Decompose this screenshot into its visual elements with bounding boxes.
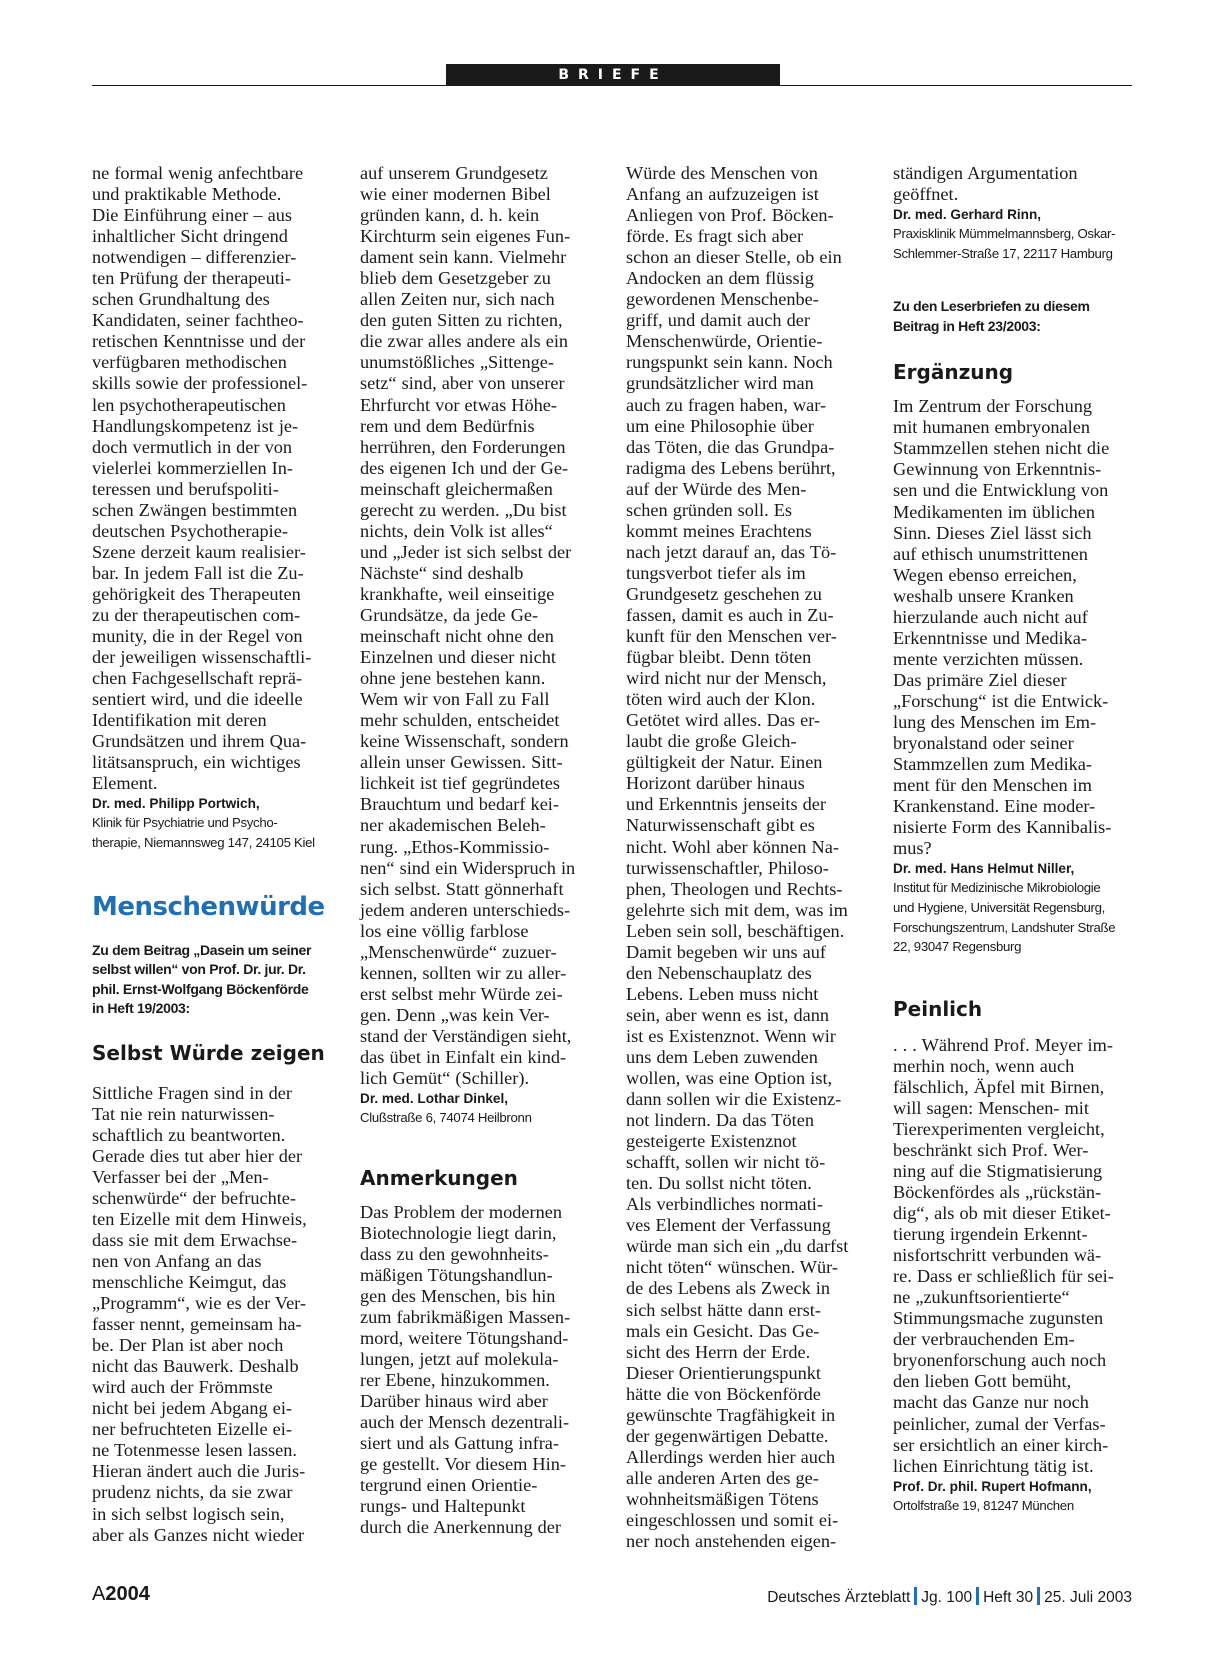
footer-separator bbox=[1037, 1587, 1040, 1605]
section-title: Menschenwürde bbox=[92, 891, 325, 922]
column-3 bbox=[626, 163, 868, 1552]
journal-date: 25. Juli 2003 bbox=[1044, 1589, 1132, 1606]
letter-body: ständigen Argumentation geöffnet. bbox=[893, 163, 1078, 205]
footer-separator bbox=[976, 1587, 979, 1605]
footer-separator bbox=[914, 1587, 917, 1605]
column-1 bbox=[92, 163, 334, 1546]
letter-headline: Selbst Würde zeigen bbox=[92, 1040, 325, 1065]
letter-body: Das Problem der modernen Biotechnologie liegt darin, dass zu den gewohnheits- mäßigen Tötungshandlun- gen des Menschen, bis hin zum fabrikmäßigen Massen- mord, weitere Tötungshand- lungen, jetzt auf molekula- rer Ebene, hinzukommen. Darüber hinaus wird aber auch der Mensch dezentrali- siert und als Gattung infra- ge gestellt. Vor diesem Hin- tergrund einen Orientie- rungs- und Haltepunkt durch die Anerkennung der bbox=[360, 1201, 571, 1538]
journal-volume: Jg. 100 bbox=[921, 1589, 973, 1606]
section-header: BRIEFE bbox=[446, 64, 780, 86]
letter-body: Würde des Menschen von Anfang an aufzuzeigen ist Anliegen von Prof. Böcken- förde. Es fragt sich aber schon an dieser Stelle, ob ein Andocken an dem flüssig gewordenen Menschenbe- griff, und damit auch der Menschenwürde, Orientie- rungspunkt sein kann. Noch grundsätzlicher wird man auch zu fragen haben, war- um eine Philosophie über das Töten, die das Grundpa- radigma des Lebens berührt, auf der Würde des Men- schen gründen soll. Es kommt meines Erachtens nach jetzt darauf an, das Tö- tungsverbot tiefer als im Grundgesetz geschehen zu fassen, damit es auch in Zu- kunft für den Menschen ver- fügbar bleibt. Denn töten wird nicht nur der Mensch, töten wird auch der Klon. Getötet wird alles. Das er- laubt die große Gleich- gültigkeit der Natur. Einen Horizont darüber hinaus und Erkenntnis jenseits der Naturwissenschaft gibt es nicht. Wohl aber können Na- turwissenschaftler, Philoso- phen, Theologen und Rechts- gelehrte sich mit dem, was im Leben sein soll, beschäftigen. Damit begeben wir uns auf den Nebenschauplatz des Lebens. Leben muss nicht sein, aber wenn es ist, dann ist es Existenznot. Wenn wir uns dem Leben zuwenden wollen, was eine Option ist, dann sollen wir die Existenz- not lindern. Da das Töten gesteigerte Existenznot schafft, sollen wir nicht tö- ten. Du sollst nicht töten. Als verbindliches normati- ves Element der Verfassung würde man sich ein „du darfst nicht töten“ wünschen. Wür- de des Lebens als Zweck in sich selbst hätte dann erst- mals ein Gesicht. Das Ge- sicht des Herrn der Erde. Dieser Orientierungspunkt hätte die von Böckenförde gewünschte Tragfähigkeit in der gegenwärtigen Debatte. Allerdings werden hier auch alle anderen Arten des ge- wohnheitsmäßigen Tötens eingeschlossen und somit ei- ner noch anstehenden eigen- bbox=[626, 163, 849, 1552]
page-number bbox=[92, 1583, 150, 1606]
letter-body: Im Zentrum der Forschung mit humanen embryonalen Stammzellen stehen nicht die Gewinnung von Erkenntnis- sen und die Entwicklung von Medikamenten im üblichen Sinn. Dieses Ziel lässt sich auf ethisch unumstrittenen Wegen ebenso erreichen, weshalb unsere Kranken hierzulande auch nicht auf Erkenntnisse und Medika- mente verzichten müssen. Das primäre Ziel dieser „Forschung“ ist die Entwick- lung des Menschen im Em- bryonalstand oder seiner Stammzellen zum Medika- ment für den Menschen im Krankenstand. Eine moder- nisierte Form des Kannibalis- mus? bbox=[893, 396, 1112, 859]
page-number-value: 2004 bbox=[105, 1583, 150, 1605]
page-prefix: A bbox=[92, 1583, 106, 1605]
author-affiliation: Clußstraße 6, 74074 Heilbronn bbox=[360, 1110, 532, 1126]
letter-author: Prof. Dr. phil. Rupert Hofmann, bbox=[893, 1478, 1092, 1494]
author-affiliation: Klinik für Psychiatrie und Psycho- therapie, Niemannsweg 147, 24105 Kiel bbox=[92, 815, 315, 850]
journal-footer bbox=[767, 1587, 1132, 1607]
author-affiliation: Praxisklinik Mümmelmannsberg, Oskar- Schlemmer-Straße 17, 22117 Hamburg bbox=[893, 226, 1116, 261]
letter-author: Dr. med. Gerhard Rinn, bbox=[893, 207, 1042, 223]
letter-author: Dr. med. Philipp Portwich, bbox=[92, 796, 260, 812]
letter-headline: Ergänzung bbox=[893, 360, 1014, 385]
letter-body: Sittliche Fragen sind in der Tat nie rein naturwissen- schaftlich zu beantworten. Gerade dies tut aber hier der Verfasser bei der „Men- schenwürde“ der befruchte- ten Eizelle mit dem Hinweis, dass sie mit dem Erwachse- nen von Anfang an das menschliche Keimgut, das „Programm“, wie es der Ver- fasser nennt, gemeinsam ha- be. Der Plan ist aber noch nicht das Bauwerk. Deshalb wird auch der Frömmste nicht bei jedem Abgang ei- ner befruchteten Eizelle ei- ne Totenmesse lesen lassen. Hieran ändert auch die Juris- prudenz nichts, da sie zwar in sich selbst logisch sein, aber als Ganzes nicht wieder bbox=[92, 1082, 307, 1545]
article-reference: Zu den Leserbriefen zu diesem Beitrag in Heft 23/2003: bbox=[893, 298, 1090, 334]
letter-author: Dr. med. Hans Helmut Niller, bbox=[893, 861, 1075, 877]
letter-headline: Anmerkungen bbox=[360, 1165, 518, 1190]
journal-issue: Heft 30 bbox=[983, 1589, 1034, 1606]
letter-headline: Peinlich bbox=[893, 996, 983, 1021]
letter-author: Dr. med. Lothar Dinkel, bbox=[360, 1091, 509, 1107]
author-affiliation: Ortolfstraße 19, 81247 München bbox=[893, 1497, 1074, 1513]
letter-body: ne formal wenig anfechtbare und praktikable Methode. Die Einführung einer – aus inhaltlicher Sicht dringend notwendigen – differenzier- ten Prüfung der therapeuti- schen Grundhaltung des Kandidaten, seiner fachtheo- retischen Kenntnisse und der verfügbaren methodischen skills sowie der professionel- len psychotherapeutischen Handlungskompetenz ist je- doch vermutlich in der von vielerlei kommerziellen In- teressen und berufspoliti- schen Zwängen bestimmten deutschen Psychotherapie- Szene derzeit kaum realisier- bar. In jedem Fall ist die Zu- gehörigkeit des Therapeuten zu der therapeutischen com- munity, die in der Regel von der jeweiligen wissenschaftli- chen Fachgesellschaft reprä- sentiert wird, und die ideelle Identifikation mit deren Grundsätzen und ihrem Qua- litätsanspruch, ein wichtiges Element. bbox=[92, 163, 312, 794]
header-rule bbox=[92, 85, 1132, 86]
journal-name: Deutsches Ärzteblatt bbox=[767, 1589, 911, 1606]
author-affiliation: Institut für Medizinische Mikrobiologie und Hygiene, Universität Regensburg, Forschungszentrum, Landshuter Straße 22, 93047 Regensburg bbox=[893, 880, 1116, 955]
article-reference: Zu dem Beitrag „Dasein um seiner selbst willen“ von Prof. Dr. jur. Dr. phil. Ernst-Wolfgang Böckenförde in Heft 19/2003: bbox=[92, 941, 312, 1017]
column-4 bbox=[893, 163, 1135, 1515]
column-2 bbox=[360, 163, 602, 1538]
letter-body: . . . Während Prof. Meyer im- merhin noch, wenn auch fälschlich, Äpfel mit Birnen, will sagen: Menschen- mit Tierexperimenten vergleicht, beschränkt sich Prof. Wer- ning auf die Stigmatisierung Böckenfördes als „rückstän- dig“, als ob mit dieser Etiket- tierung irgendein Erkennt- nisfortschritt verbunden wä- re. Dass er schließlich für sei- ne „zukunftsorientierte“ Stimmungsmache zugunsten der verbrauchenden Em- bryonenforschung auch noch den lieben Gott bemüht, macht das Ganze nur noch peinlicher, zumal der Verfas- ser ersichtlich an einer kirch- lichen Einrichtung tätig ist. bbox=[893, 1034, 1114, 1476]
letter-body: auf unserem Grundgesetz wie einer modernen Bibel gründen kann, d. h. kein Kirchturm sein eigenes Fun- dament sein kann. Vielmehr blieb dem Gesetzgeber zu allen Zeiten nur, sich nach den guten Sitten zu richten, die zwar alles andere als ein unumstößliches „Sittenge- setz“ sind, aber von unserer Ehrfurcht vor etwas Höhe- rem und dem Bedürfnis herrühren, den Forderungen des eigenen Ich und der Ge- meinschaft gleichermaßen gerecht zu werden. „Du bist nichts, dein Volk ist alles“ und „Jeder ist sich selbst der Nächste“ sind deshalb krankhafte, weil einseitige Grundsätze, da jede Ge- meinschaft nicht ohne den Einzelnen und dieser nicht ohne jene bestehen kann. Wem wir von Fall zu Fall mehr schulden, entscheidet keine Wissenschaft, sondern allein unser Gewissen. Sitt- lichkeit ist tief gegründetes Brauchtum und bedarf kei- ner akademischen Beleh- rung. „Ethos-Kommissio- nen“ sind ein Widerspruch in sich selbst. Statt gönnerhaft jedem anderen unterschieds- los eine völlig farblose „Menschenwürde“ zuzuer- kennen, sollten wir zu aller- erst selbst mehr Würde zei- gen. Denn „was kein Ver- stand der Verständigen sieht, das übet in Einfalt ein kind- lich Gemüt“ (Schiller). bbox=[360, 163, 576, 1089]
